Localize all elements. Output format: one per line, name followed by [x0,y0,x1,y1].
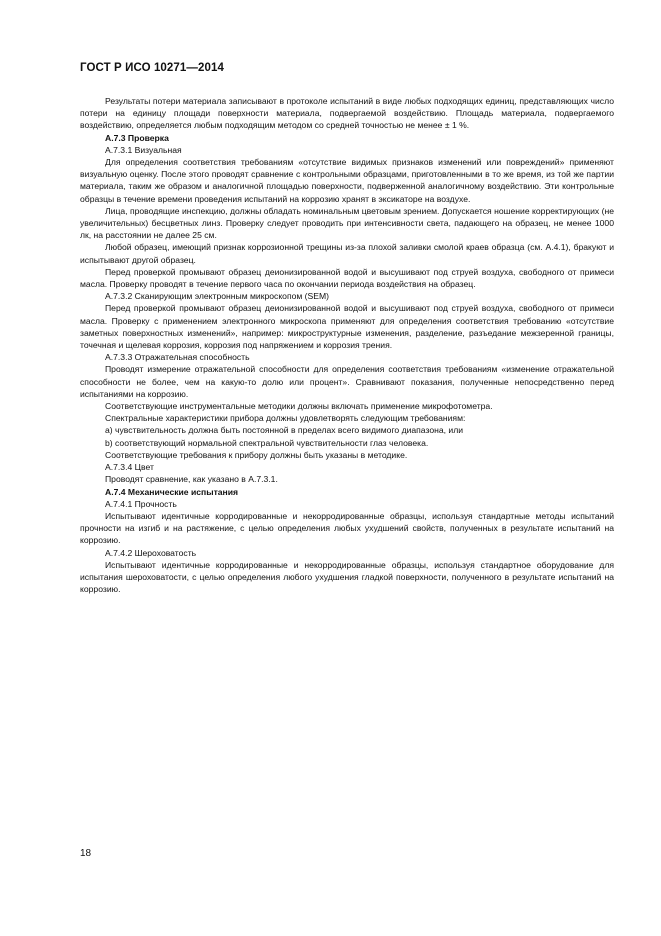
paragraph: Перед проверкой промывают образец деионизированной водой и высушивают под струей воздуха, свободного от примеси масла. Проверку проводят в течение первого часа по окончании периода воздействия на образец. [80,266,614,290]
subsection-heading: А.7.3.2 Сканирующим электронным микроскопом (SEM) [105,291,330,302]
paragraph: Испытывают идентичные корродированные и некорродированные образцы, используя стандартное оборудование для испытания шероховатости, с целью определения любого ухудшения гладкой поверхности, полученного в результате испытаний на коррозию. [80,559,614,595]
section-heading: А.7.3 Проверка [105,132,169,143]
subsection-heading: А.7.4.1 Прочность [105,498,177,509]
document-body [80,95,614,595]
paragraph: Лица, проводящие инспекцию, должны обладать номинальным цветовым зрением. Допускается ношение корректирующих (не увеличительных) бесцветных линз. Проверку следует проводить при интенсивности света, падающего на образец, не менее 1000 лк, на расстоянии не далее 25 см. [80,205,614,241]
subsection-heading: А.7.3.1 Визуальная [105,144,182,155]
paragraph: Соответствующие инструментальные методики должны включать применение микрофотометра. [105,401,493,412]
subsection-heading: А.7.4.2 Шероховатость [105,547,197,558]
paragraph: Перед проверкой промывают образец деионизированной водой и высушивают под струей воздуха, свободного от примеси масла. Проверку с применением электронного микроскопа применяют для определения соответствия требованию «отсутствие заметных поверхностных изменений», например: микроструктурные изменения, разделение, разъедание межзеренной границы, точечная и щелевая коррозия, коррозия под напряжением и коррозия трения. [80,303,614,351]
paragraph: Соответствующие требования к прибору должны быть указаны в методике. [105,449,408,460]
paragraph: Проводят сравнение, как указано в А.7.3.1. [105,474,278,485]
page-number: 18 [80,848,92,859]
paragraph: Любой образец, имеющий признак коррозионной трещины из-за плохой заливки смолой краев образца (см. А.4.1), бракуют и испытывают другой образец. [80,242,614,265]
paragraph: Испытывают идентичные корродированные и некорродированные образцы, используя стандартные методы испытаний прочности на изгиб и на растяжение, с целью определения любых ухудшений свойств, полученных в результате испытаний на коррозию. [80,510,614,546]
document-header: ГОСТ Р ИСО 10271—2014 [80,62,225,74]
paragraph: Проводят измерение отражательной способности для определения соответствия требованиям «изменение отражательной способности не более, чем на какую-то долю или процент». Сравнивают показания, полученные непосредственно перед испытаниями на коррозию. [80,364,614,399]
subsection-heading: А.7.3.3 Отражательная способность [105,352,250,363]
list-item: a) чувствительность должна быть постоянной в пределах всего видимого диапазона, или [105,425,464,436]
list-item: b) соответствующий нормальной спектральной чувствительности глаз человека. [105,437,429,448]
paragraph: Спектральные характеристики прибора должны удовлетворять следующим требованиям: [105,413,466,424]
section-heading: А.7.4 Механические испытания [105,486,239,497]
paragraph: Для определения соответствия требованиям «отсутствие видимых признаков изменений или повреждений» применяют визуальную оценку. После этого проводят сравнение с контрольными образцами, приготовленными в то же время, из той же партии материала, таким же образом и аналогичной площадью поверхности, подверженной аналогичному воздействию. Эти контрольные образцы в течение времени проведения испытаний на коррозию хранят в эксикаторе на воздухе. [80,157,614,204]
subsection-heading: А.7.3.4 Цвет [105,462,154,473]
paragraph: Результаты потери материала записывают в протоколе испытаний в виде любых подходящих единиц, представляющих число потери на единицу площади поверхности материала, подвергаемой воздействию. Площадь материала, подвергаемого воздействию, определяется любым подходящим методом со средней точностью не менее ± 1 %. [80,96,614,131]
